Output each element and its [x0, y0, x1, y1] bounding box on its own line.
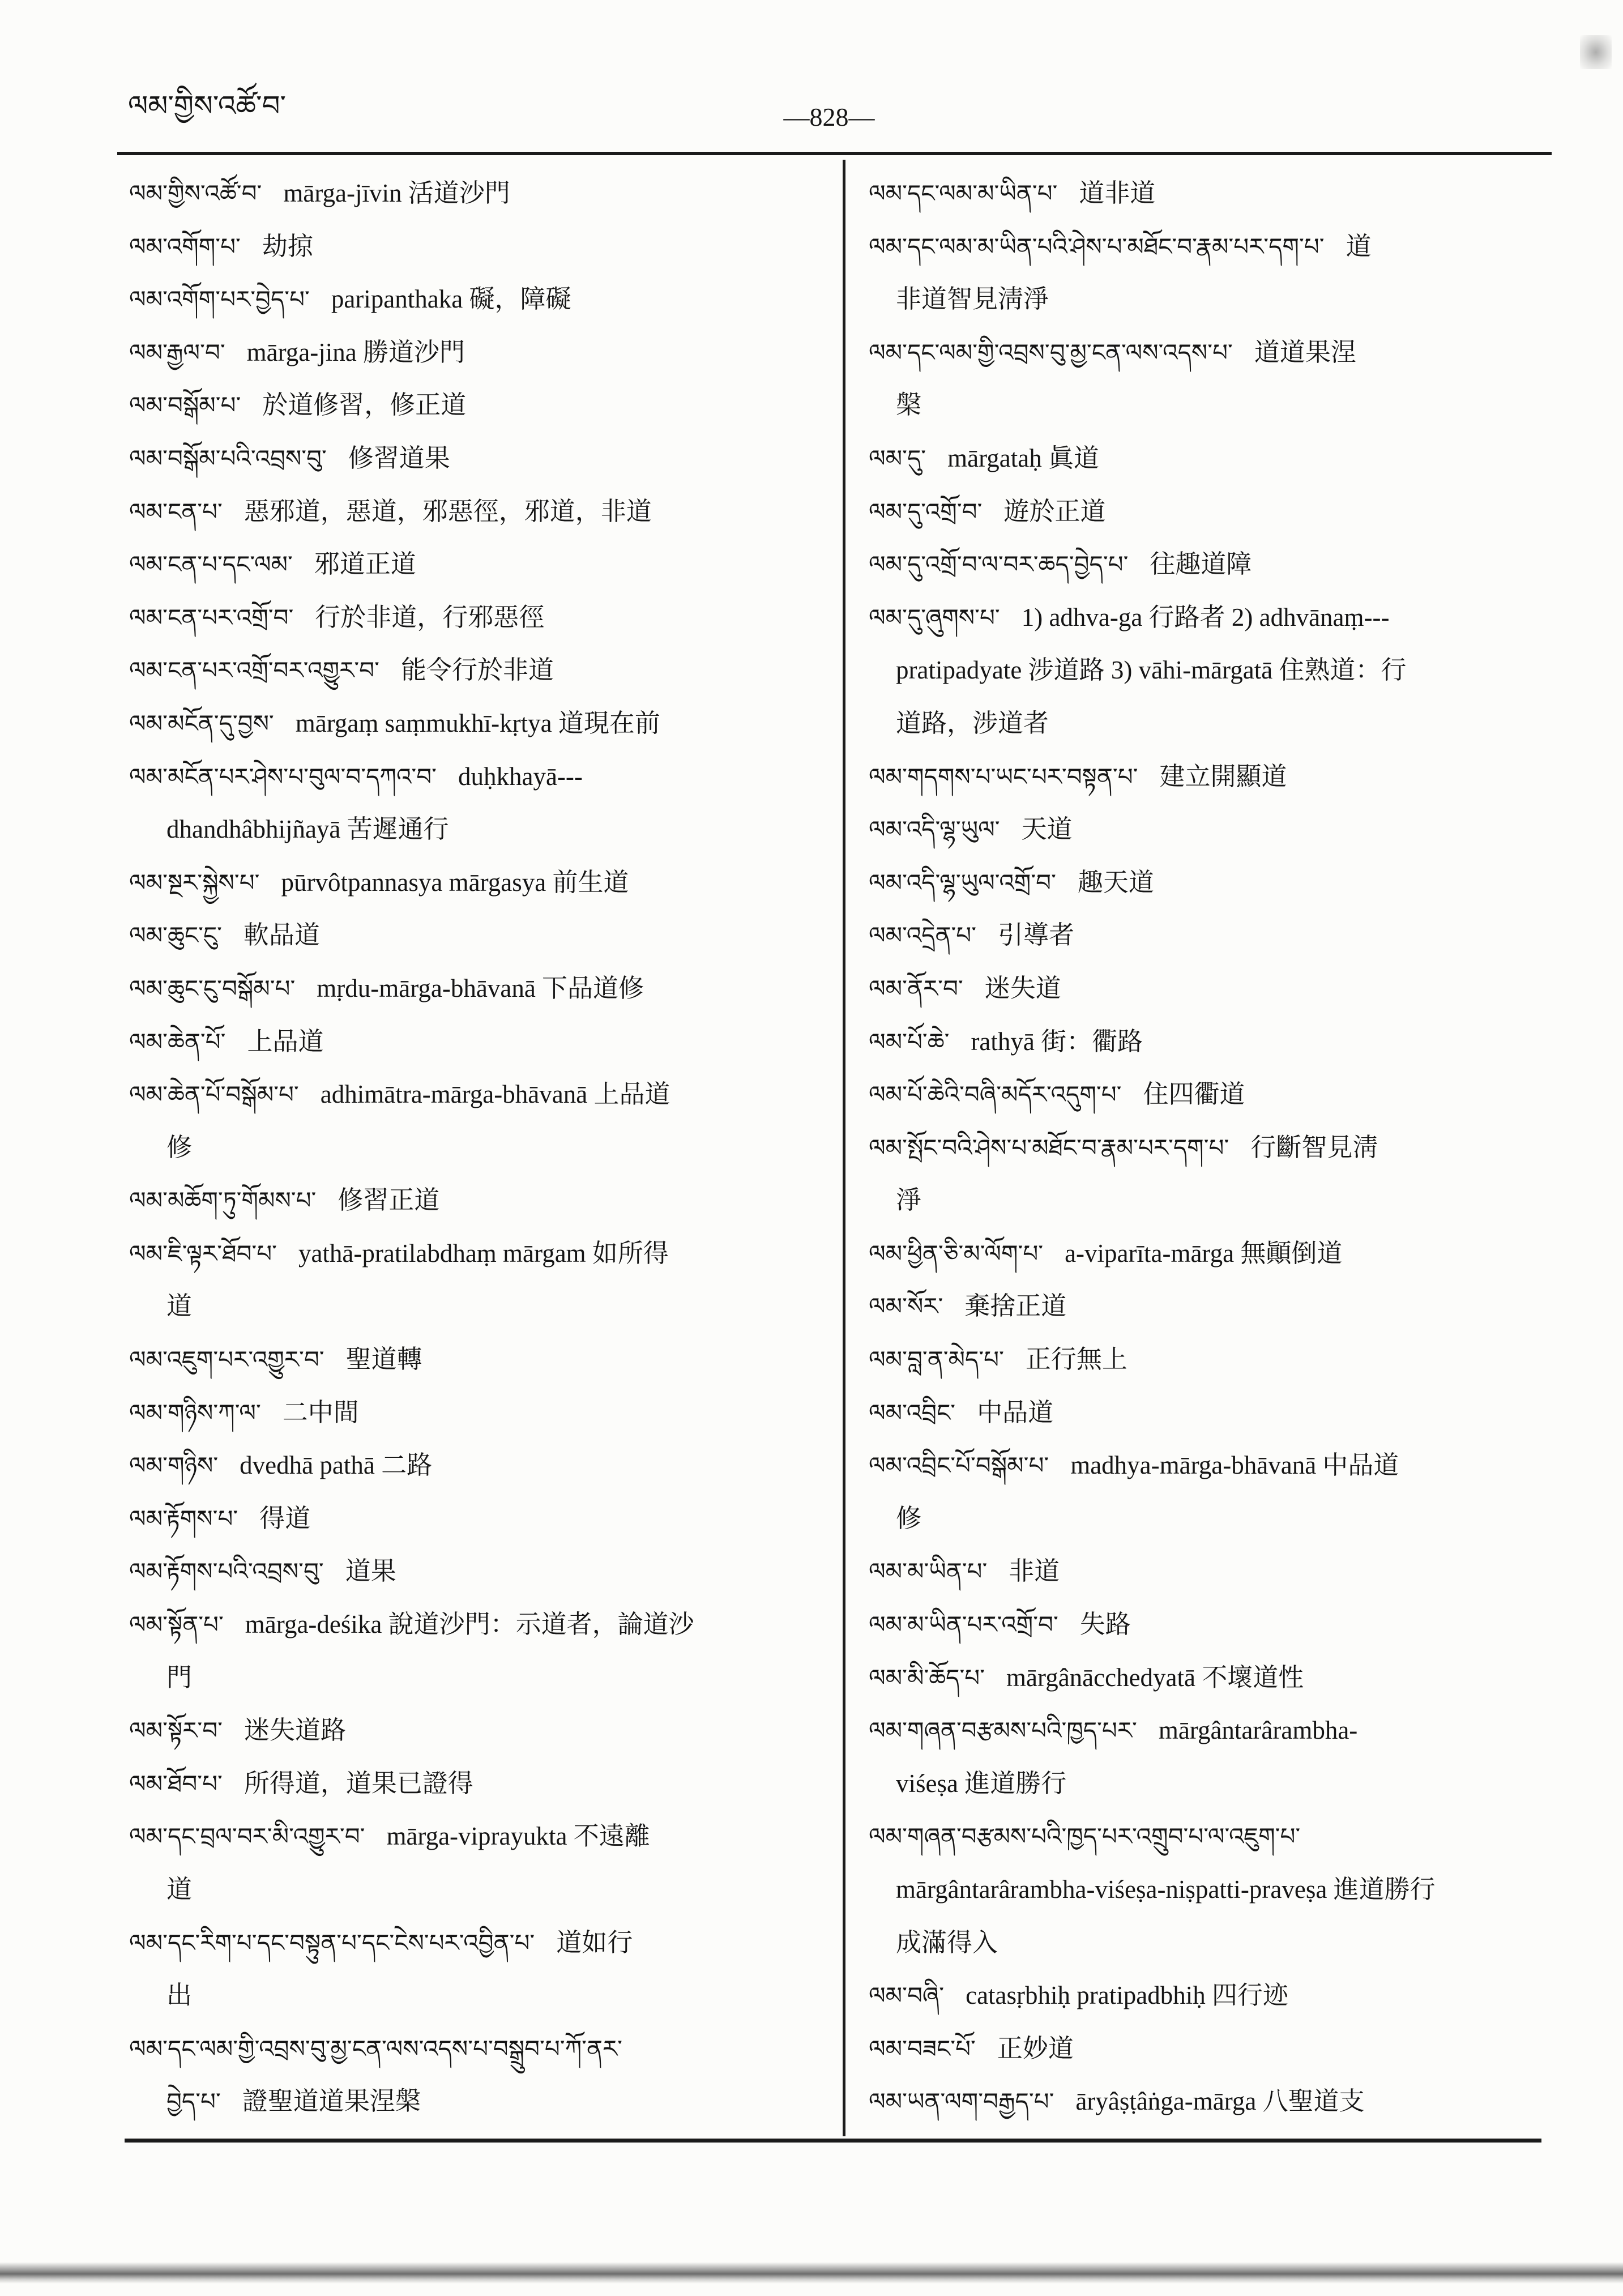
- dictionary-entry: [869, 1386, 1548, 1440]
- dictionary-entry: [129, 2022, 838, 2128]
- entry-gloss: 聖道轉: [345, 1345, 422, 1374]
- entry-gloss: mārgataḥ 眞道: [947, 443, 1099, 472]
- entry-line: [869, 750, 1548, 804]
- dictionary-entry: [869, 1121, 1548, 1227]
- dictionary-entry: [869, 909, 1548, 962]
- entry-gloss: 迷失道路: [244, 1716, 346, 1745]
- entry-gloss: mārgântarârambha-: [1158, 1716, 1358, 1745]
- entry-line: [869, 909, 1548, 962]
- dictionary-entry: [869, 1068, 1548, 1121]
- tibetan-headword: ལམ་ཆུང་ངུ་: [129, 921, 222, 950]
- entry-line: [129, 1598, 838, 1651]
- entry-line: [869, 1333, 1548, 1386]
- tibetan-headword: ལམ་ངན་པ་: [129, 497, 223, 526]
- entry-line: [129, 1492, 838, 1546]
- entry-line: [869, 485, 1548, 539]
- dictionary-entry: [129, 432, 838, 485]
- tibetan-headword: ལམ་མི་ཆོད་པ་: [869, 1663, 985, 1692]
- entry-line: [129, 1439, 838, 1492]
- dictionary-entry: [869, 803, 1548, 856]
- entry-line: [129, 1386, 838, 1440]
- entry-gloss: paripanthaka 礙，障礙: [331, 285, 571, 314]
- entry-continuation-line: [869, 379, 1548, 432]
- dictionary-entry: [129, 1757, 838, 1811]
- entry-line: [869, 856, 1548, 910]
- entry-line: [869, 2075, 1548, 2128]
- entry-line: [129, 1227, 838, 1281]
- entry-line: [869, 326, 1548, 379]
- entry-gloss: 正行無上: [1025, 1345, 1127, 1374]
- tibetan-headword: ལམ་ཆུང་ངུ་བསྒོམ་པ་: [129, 974, 296, 1002]
- entry-gloss: 往趣道障: [1150, 550, 1252, 579]
- entry-gloss: madhya-mārga-bhāvanā 中品道: [1070, 1451, 1399, 1480]
- dictionary-entry: [129, 538, 838, 591]
- entry-gloss: 住四衢道: [1143, 1080, 1245, 1109]
- entry-gloss: pūrvôtpannasya mārgasya 前生道: [281, 868, 629, 897]
- entry-gloss: 槃: [896, 391, 922, 420]
- tibetan-headword: ལམ་གཉིས་: [129, 1452, 219, 1480]
- tibetan-headword: ལམ་དུ་འགྲོ་བ་ལ་བར་ཆད་བྱེད་པ་: [869, 550, 1129, 579]
- tibetan-headword: ལམ་ངན་པར་འགྲོ་བར་འགྱུར་བ་: [129, 656, 379, 685]
- dictionary-entry: [129, 1174, 838, 1227]
- dictionary-entry: [869, 2022, 1548, 2076]
- tibetan-headword: ལམ་ཐོབ་པ་: [129, 1769, 223, 1798]
- entry-line: [129, 538, 838, 591]
- dictionary-entry: [869, 167, 1548, 220]
- dictionary-entry: [869, 1969, 1548, 2022]
- tibetan-headword: ལམ་དང་ལམ་གྱི་འབྲས་བུ་མྱ་ངན་ལས་འདས་པ་བསྒྲུབ་པ་ཀོ་ནར་: [129, 2034, 622, 2063]
- entry-line: [869, 220, 1548, 274]
- entry-continuation-line: [869, 1757, 1548, 1811]
- entry-line: [869, 1545, 1548, 1598]
- entry-gloss: 出: [166, 1981, 193, 2010]
- entry-gloss: 成滿得入: [896, 1928, 998, 1957]
- dictionary-entry: [869, 1280, 1548, 1333]
- entry-gloss: 1) adhva-ga 行路者 2) adhvānaṃ---: [1021, 603, 1390, 631]
- entry-gloss: 建立開顯道: [1159, 762, 1287, 791]
- dictionary-entry: [869, 432, 1548, 485]
- entry-gloss: 道道果涅: [1254, 338, 1356, 366]
- entry-gloss: 劫掠: [262, 232, 313, 261]
- entry-gloss: 非道: [1009, 1557, 1060, 1586]
- dictionary-entry: [129, 644, 838, 697]
- entry-gloss: 於道修習，修正道: [262, 391, 467, 420]
- tibetan-headword: ལམ་སྔར་སྐྱེས་པ་: [129, 868, 260, 897]
- tibetan-headword: ལམ་གདགས་པ་ཡང་པར་བསྟན་པ་: [869, 762, 1138, 791]
- dictionary-entry: [129, 1439, 838, 1492]
- entry-gloss: mṛdu-mārga-bhāvanā 下品道修: [317, 974, 644, 1002]
- entry-gloss: 惡邪道，惡道，邪惡徑，邪道，非道: [244, 497, 652, 526]
- dictionary-entry: [129, 856, 838, 910]
- dictionary-entry: [129, 1015, 838, 1069]
- entry-gloss: rathyā 街：衢路: [971, 1027, 1143, 1056]
- tibetan-headword: ལམ་འཇུག་པར་འགྱུར་བ་: [129, 1346, 324, 1374]
- entry-gloss: 二中間: [282, 1398, 359, 1427]
- dictionary-entry: [129, 697, 838, 750]
- dictionary-entry: [869, 1704, 1548, 1810]
- dictionary-entry: [129, 1492, 838, 1546]
- tibetan-headword: ལམ་འདི་ལྷ་ཡུལ་: [869, 816, 1000, 844]
- tibetan-headword: ལམ་འདྲེན་པ་: [869, 921, 977, 950]
- tibetan-headword: ལམ་དུ་འགྲོ་བ་: [869, 497, 983, 526]
- entry-gloss: mārgântarârambha-viśeṣa-niṣpatti-praveṣa 進道勝行: [896, 1875, 1436, 1904]
- tibetan-headword: ལམ་བསྒོམ་པའི་འབྲས་བུ་: [129, 444, 327, 472]
- right-column: [869, 167, 1548, 2132]
- entry-gloss: 軟品道: [243, 921, 320, 950]
- entry-gloss: 道如行: [556, 1928, 633, 1957]
- entry-line: [129, 644, 838, 697]
- entry-gloss: 道路，涉道者: [896, 709, 1049, 737]
- dictionary-entry: [869, 1651, 1548, 1705]
- entry-gloss: 邪道正道: [314, 550, 416, 579]
- tibetan-headword: ལམ་བསྒོམ་པ་: [129, 391, 241, 420]
- entry-line: [129, 273, 838, 326]
- entry-line: [129, 1174, 838, 1227]
- entry-line: [129, 856, 838, 910]
- entry-gloss: 證聖道道果涅槃: [242, 2087, 421, 2116]
- entry-gloss: dhandhâbhijñayā 苦遲通行: [166, 815, 449, 844]
- tibetan-headword: ལམ་མ་ཡིན་པ་: [869, 1557, 988, 1586]
- dictionary-entry: [869, 962, 1548, 1015]
- dictionary-entry: [129, 1704, 838, 1757]
- tibetan-headword: ལམ་གཞན་བརྩམས་པའི་ཁྱད་པར་: [869, 1717, 1137, 1745]
- entry-gloss: 正妙道: [997, 2034, 1074, 2063]
- entry-gloss: 行於非道，行邪惡徑: [315, 603, 545, 631]
- entry-continuation-line: [129, 1280, 838, 1333]
- footer-rule: [125, 2139, 1541, 2143]
- tibetan-headword: ལམ་དང་རིག་པ་དང་བསྟུན་པ་དང་ངེས་པར་འབྱིན་པ་: [129, 1928, 535, 1957]
- entry-gloss: mārga-jīvin 活道沙門: [283, 179, 510, 207]
- entry-line: [869, 1439, 1548, 1492]
- entry-continuation-line: [869, 1917, 1548, 1970]
- entry-line: [869, 1598, 1548, 1651]
- tibetan-headword: ལམ་སོར་: [869, 1292, 943, 1321]
- entry-continuation-line: [129, 803, 838, 856]
- dictionary-entry: [869, 1598, 1548, 1651]
- dictionary-entry: [869, 538, 1548, 591]
- entry-continuation-line: [129, 1863, 838, 1917]
- scan-edge-shadow: [0, 2262, 1623, 2284]
- entry-gloss: 行斷智見淸: [1250, 1133, 1378, 1162]
- entry-continuation-line: [129, 1121, 838, 1175]
- tibetan-headword: ལམ་སྟོར་བ་: [129, 1717, 223, 1745]
- tibetan-headword: ལམ་གཞན་བརྩམས་པའི་ཁྱད་པར་འགྲུབ་པ་ལ་འཇུག་པ་: [869, 1823, 1301, 1851]
- entry-line: [129, 1068, 838, 1121]
- tibetan-headword: ལམ་ཇི་ལྟར་ཐོབ་པ་: [129, 1239, 277, 1268]
- entry-line: [129, 1545, 838, 1598]
- dictionary-entry: [869, 1015, 1548, 1069]
- tibetan-headword: ལམ་རྟོགས་པ་: [129, 1504, 238, 1533]
- tibetan-headword: ལམ་སྤོང་བའི་ཤེས་པ་མཐོང་བ་རྣམ་པར་དག་པ་: [869, 1133, 1229, 1162]
- tibetan-headword: ལམ་མངོན་པར་ཤེས་པ་བུལ་བ་དཀའ་བ་: [129, 762, 437, 791]
- tibetan-headword: ལམ་གྱིས་འཚོ་བ་: [129, 180, 262, 207]
- entry-gloss: 修習正道: [338, 1186, 440, 1215]
- entry-line: [869, 1280, 1548, 1333]
- entry-gloss: 失路: [1079, 1610, 1131, 1639]
- tibetan-headword: ལམ་པོ་ཆེའི་བཞི་མདོར་འདུག་པ་: [869, 1081, 1122, 1109]
- tibetan-headword: ལམ་བཟང་པོ་: [869, 2034, 976, 2063]
- tibetan-headword: ལམ་འགོག་པ་: [129, 232, 241, 261]
- entry-gloss: āryâṣṭâṅga-mārga 八聖道支: [1075, 2087, 1365, 2116]
- entry-continuation-line: [869, 1492, 1548, 1546]
- entry-gloss: 中品道: [977, 1398, 1054, 1427]
- entry-line: [129, 220, 838, 274]
- dictionary-entry: [129, 750, 838, 856]
- dictionary-entry: [129, 1545, 838, 1598]
- entry-gloss: mārga-jina 勝道沙門: [246, 338, 465, 366]
- entry-line: [869, 432, 1548, 485]
- entry-continuation-line: [869, 697, 1548, 750]
- entry-gloss: mārga-deśika 說道沙門：示道者，論道沙: [245, 1610, 694, 1639]
- entry-continuation-line: [869, 644, 1548, 697]
- tibetan-headword: ལམ་དང་བྲལ་བར་མི་འགྱུར་བ་: [129, 1823, 365, 1851]
- entry-line: [869, 167, 1548, 220]
- left-column: [129, 167, 838, 2132]
- dictionary-entry: [129, 167, 838, 220]
- entry-line: [869, 1121, 1548, 1175]
- entry-gloss: 非道智見淸淨: [896, 285, 1049, 314]
- dictionary-entry: [129, 220, 838, 274]
- entry-line: [129, 326, 838, 379]
- entry-gloss: dvedhā pathā 二路: [240, 1451, 433, 1480]
- entry-gloss: 迷失道: [984, 974, 1061, 1002]
- entry-line: [129, 1810, 838, 1863]
- tibetan-headword: ལམ་དང་ལམ་གྱི་འབྲས་བུ་མྱ་ངན་ལས་འདས་པ་: [869, 338, 1233, 366]
- entry-gloss: yathā-pratilabdhaṃ mārgam 如所得: [298, 1239, 669, 1268]
- tibetan-headword: ལམ་མངོན་དུ་བྱས་: [129, 709, 274, 737]
- dictionary-entry: [129, 485, 838, 539]
- entry-line: [129, 591, 838, 645]
- entry-line: [869, 591, 1548, 645]
- dictionary-entry: [129, 273, 838, 326]
- dictionary-entry: [869, 856, 1548, 910]
- entry-line: [869, 1810, 1548, 1863]
- entry-gloss: mārgânācchedyatā 不壞道性: [1006, 1663, 1304, 1692]
- column-divider: [843, 160, 845, 2136]
- entry-continuation-line: [869, 1174, 1548, 1227]
- dictionary-entry: [869, 326, 1548, 432]
- entry-line: [129, 167, 838, 220]
- entry-line: [869, 1704, 1548, 1757]
- tibetan-headword: ལམ་འབྲིང་པོ་བསྒོམ་པ་: [869, 1452, 1049, 1480]
- dictionary-entry: [129, 962, 838, 1015]
- scan-corner-smudge: [1580, 35, 1612, 69]
- entry-gloss: duḥkhayā---: [458, 762, 583, 791]
- entry-line: [129, 909, 838, 962]
- entry-line: [869, 2022, 1548, 2076]
- entry-gloss: 修習道果: [348, 443, 450, 472]
- dictionary-entry: [129, 909, 838, 962]
- entry-gloss: viśeṣa 進道勝行: [896, 1769, 1067, 1798]
- entry-gloss: 能令行於非道: [400, 656, 554, 685]
- entry-gloss: 天道: [1021, 815, 1073, 844]
- dictionary-entry: [869, 750, 1548, 804]
- tibetan-headword: ལམ་ཕྱིན་ཅི་མ་ལོག་པ་: [869, 1239, 1044, 1268]
- entry-gloss: pratipadyate 涉道路 3) vāhi-mārgatā 住熟道：行: [896, 656, 1407, 685]
- entry-continuation-line: [869, 1863, 1548, 1917]
- entry-gloss: 引導者: [998, 921, 1075, 950]
- tibetan-headword: ལམ་རྟོགས་པའི་འབྲས་བུ་: [129, 1557, 324, 1586]
- dictionary-entry: [869, 220, 1548, 326]
- tibetan-headword: ལམ་སྟོན་པ་: [129, 1611, 224, 1639]
- entry-gloss: 得道: [259, 1504, 311, 1533]
- entry-continuation-line: [129, 1651, 838, 1705]
- tibetan-headword: ལམ་དུ་: [869, 444, 926, 472]
- tibetan-headword: ལམ་དང་ལམ་མ་ཡིན་པ་: [869, 180, 1058, 207]
- dictionary-entry: [869, 1333, 1548, 1386]
- tibetan-headword: ལམ་ཆེན་པོ་: [129, 1027, 226, 1056]
- entry-gloss: 上品道: [247, 1027, 324, 1056]
- dictionary-entry: [869, 1227, 1548, 1281]
- entry-gloss: mārga-viprayukta 不遠離: [386, 1822, 650, 1851]
- entry-gloss: 道非道: [1079, 179, 1156, 207]
- entry-continuation-line: [129, 1969, 838, 2022]
- dictionary-entry: [129, 379, 838, 432]
- dictionary-entry: [869, 1810, 1548, 1969]
- entry-line: [129, 1015, 838, 1069]
- dictionary-entry: [869, 1545, 1548, 1598]
- entry-line: [129, 697, 838, 750]
- entry-line: [129, 2022, 838, 2076]
- dictionary-entry: [129, 1386, 838, 1440]
- tibetan-headword: ལམ་བཞི་: [869, 1982, 945, 2010]
- dictionary-entry: [869, 2075, 1548, 2128]
- entry-line: [869, 538, 1548, 591]
- entry-gloss: 道果: [345, 1557, 396, 1586]
- tibetan-headword: ལམ་དང་ལམ་མ་ཡིན་པའི་ཤེས་པ་མཐོང་བ་རྣམ་པར་དག་པ་: [869, 232, 1325, 261]
- tibetan-headword: ལམ་ཆེན་པོ་བསྒོམ་པ་: [129, 1081, 299, 1109]
- tibetan-headword: ལམ་མ་ཡིན་པར་འགྲོ་བ་: [869, 1611, 1058, 1639]
- entry-gloss: catasṛbhiḥ pratipadbhiḥ 四行迹: [966, 1981, 1288, 2010]
- entry-continuation-line: [869, 273, 1548, 326]
- entry-gloss: a-viparīta-mārga 無顚倒道: [1065, 1239, 1343, 1268]
- entry-line: [869, 1651, 1548, 1705]
- entry-gloss: 遊於正道: [1003, 497, 1106, 526]
- entry-gloss: adhimātra-mārga-bhāvanā 上品道: [320, 1080, 670, 1109]
- tibetan-headword: ལམ་བླ་ན་མེད་པ་: [869, 1346, 1004, 1374]
- entry-gloss: 道: [166, 1292, 193, 1321]
- entry-line: [869, 1386, 1548, 1440]
- dictionary-entry: [129, 1598, 838, 1704]
- dictionary-entry: [129, 1810, 838, 1916]
- entry-gloss: 棄捨正道: [964, 1292, 1067, 1321]
- tibetan-headword: ལམ་མཆོག་ཏུ་གོམས་པ་: [129, 1187, 317, 1215]
- page-number: —828—: [783, 103, 875, 131]
- entry-line: [129, 379, 838, 432]
- entry-line: [869, 1969, 1548, 2022]
- tibetan-headword: ལམ་གཉིས་ཀ་ལ་: [129, 1398, 261, 1427]
- entry-gloss: 道: [1346, 232, 1372, 261]
- dictionary-entry: [129, 1917, 838, 2022]
- tibetan-headword: ལམ་འདི་ལྷ་ཡུལ་འགྲོ་བ་: [869, 868, 1056, 897]
- dictionary-entry: [869, 485, 1548, 539]
- entry-gloss: 修: [166, 1133, 193, 1162]
- entry-line: [129, 432, 838, 485]
- entry-line: [129, 485, 838, 539]
- entry-gloss: 道: [166, 1875, 193, 1904]
- entry-line: [129, 1757, 838, 1811]
- entry-gloss: 趣天道: [1077, 868, 1154, 897]
- entry-line: [869, 1068, 1548, 1121]
- entry-gloss: 修: [896, 1504, 922, 1533]
- entry-line: [129, 1704, 838, 1757]
- dictionary-entry: [129, 591, 838, 645]
- tibetan-headword: ལམ་འབྲིང་: [869, 1398, 956, 1427]
- entry-line: [129, 1917, 838, 1970]
- entry-continuation-line: [129, 2075, 838, 2128]
- dictionary-entry: [129, 326, 838, 379]
- dictionary-entry: [869, 1439, 1548, 1545]
- tibetan-headword: ལམ་དུ་ཞུགས་པ་: [869, 603, 1000, 631]
- tibetan-headword: ལམ་ནོར་བ་: [869, 974, 963, 1002]
- tibetan-headword: བྱེད་པ་: [166, 2088, 221, 2116]
- entry-gloss: 淨: [896, 1186, 922, 1215]
- entry-gloss: 所得道，道果已證得: [244, 1769, 473, 1798]
- entry-line: [129, 750, 838, 804]
- dictionary-entry: [129, 1068, 838, 1174]
- entry-line: [129, 1333, 838, 1386]
- entry-line: [129, 962, 838, 1015]
- dictionary-entry: [129, 1227, 838, 1333]
- entry-line: [869, 962, 1548, 1015]
- entry-gloss: mārgaṃ saṃmukhī-kṛtya 道現在前: [295, 709, 660, 737]
- running-head: ལམ་གྱིས་འཚོ་བ་: [128, 89, 286, 122]
- entry-gloss: 門: [166, 1663, 193, 1692]
- entry-line: [869, 1227, 1548, 1281]
- tibetan-headword: ལམ་འགོག་པར་བྱེད་པ་: [129, 285, 310, 314]
- dictionary-entry: [129, 1333, 838, 1386]
- tibetan-headword: ལམ་ཡན་ལག་བརྒྱད་པ་: [869, 2088, 1054, 2116]
- entry-line: [869, 1015, 1548, 1069]
- tibetan-headword: ལམ་ངན་པ་དང་ལམ་: [129, 550, 293, 579]
- tibetan-headword: ལམ་རྒྱལ་བ་: [129, 338, 225, 366]
- tibetan-headword: ལམ་པོ་ཆེ་: [869, 1027, 950, 1056]
- tibetan-headword: ལམ་ངན་པར་འགྲོ་བ་: [129, 603, 294, 631]
- entry-line: [869, 803, 1548, 856]
- header-rule: [117, 152, 1552, 155]
- dictionary-entry: [869, 591, 1548, 750]
